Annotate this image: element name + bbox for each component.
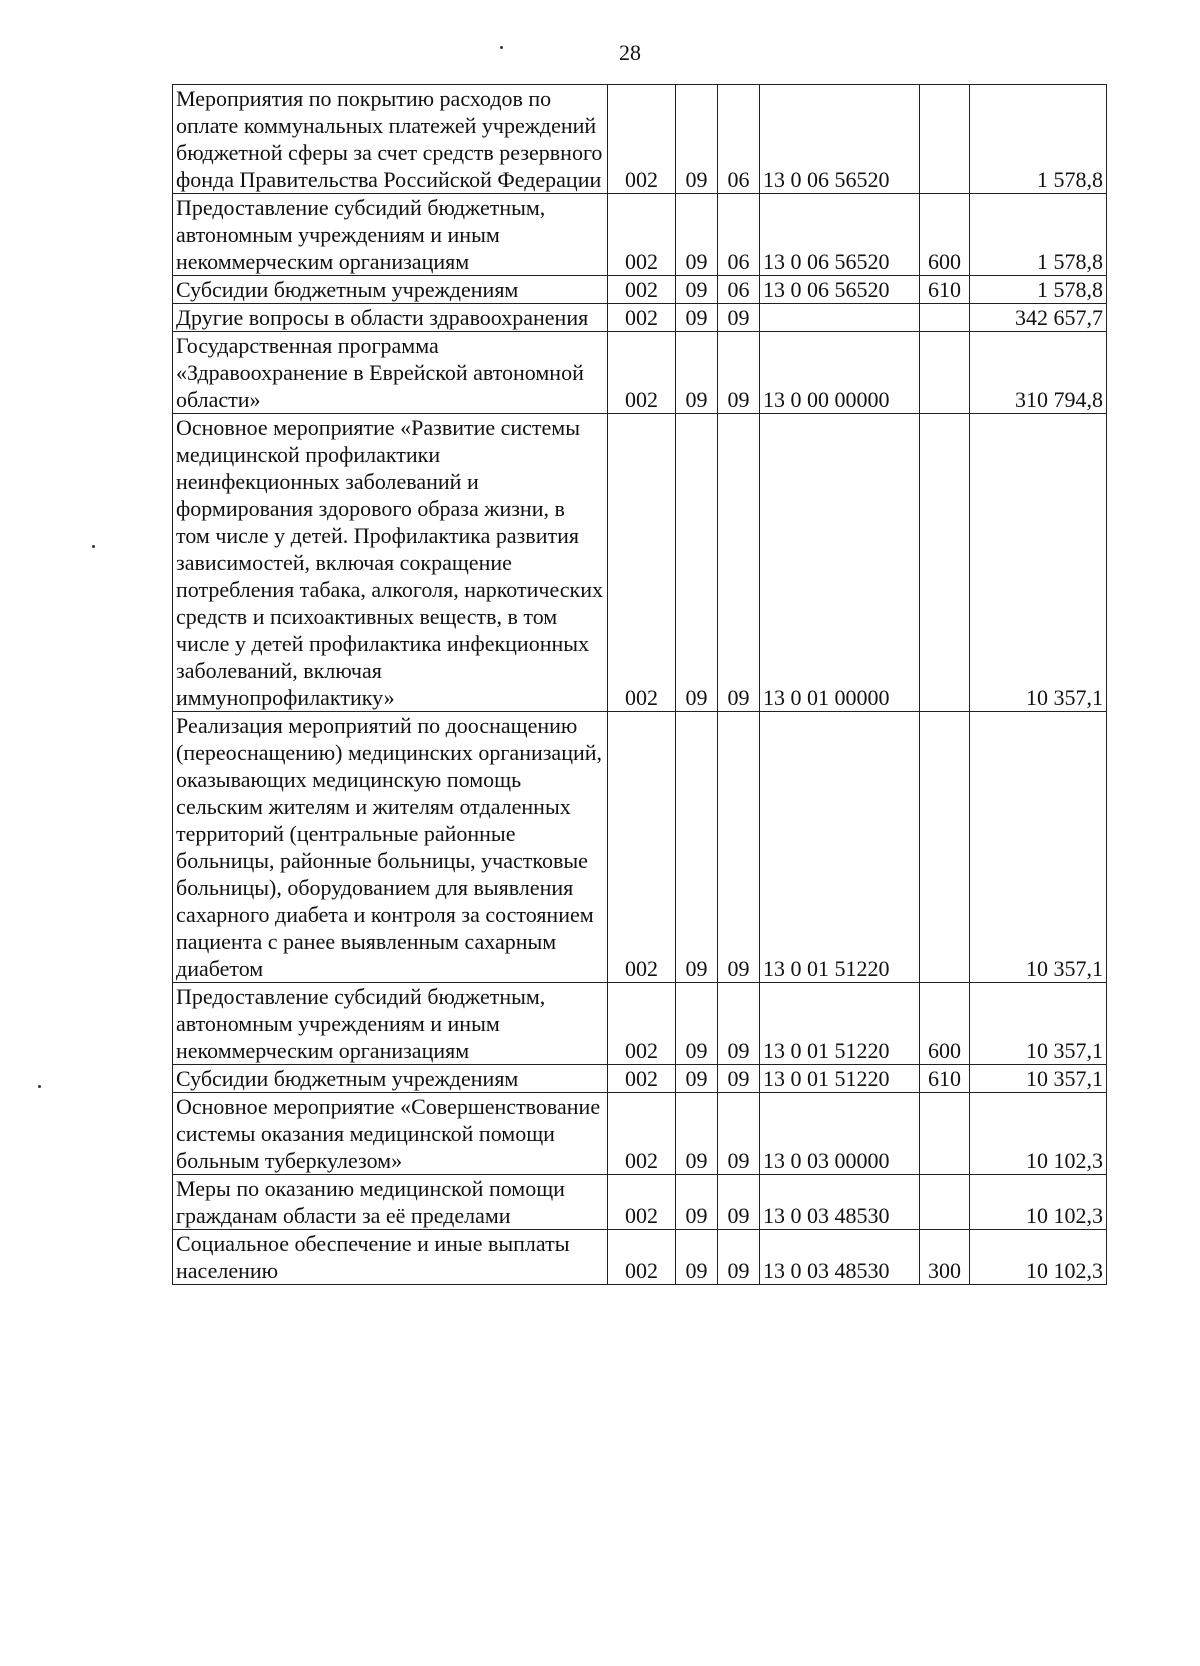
subsection-code: 09 bbox=[718, 304, 760, 332]
section-code: 09 bbox=[676, 332, 718, 414]
target-article-code: 13 0 03 00000 bbox=[760, 1093, 920, 1175]
expense-type-code: 300 bbox=[920, 1230, 970, 1285]
expense-type-code bbox=[920, 1093, 970, 1175]
ministry-code: 002 bbox=[608, 1175, 676, 1230]
table-row bbox=[173, 276, 1107, 304]
target-article-code: 13 0 01 00000 bbox=[760, 414, 920, 712]
section-code: 09 bbox=[676, 414, 718, 712]
subsection-code: 09 bbox=[718, 332, 760, 414]
amount: 1 578,8 bbox=[970, 276, 1107, 304]
expense-type-code bbox=[920, 332, 970, 414]
budget-table bbox=[172, 84, 1107, 1285]
expense-type-code: 610 bbox=[920, 276, 970, 304]
scan-speck bbox=[500, 46, 503, 49]
subsection-code: 06 bbox=[718, 194, 760, 276]
section-code: 09 bbox=[676, 276, 718, 304]
ministry-code: 002 bbox=[608, 304, 676, 332]
amount: 10 357,1 bbox=[970, 1065, 1107, 1093]
row-name: Государственная программа «Здравоохранение в Еврейской автономной области» bbox=[173, 332, 608, 414]
row-name: Другие вопросы в области здравоохранения bbox=[173, 304, 608, 332]
amount: 10 102,3 bbox=[970, 1230, 1107, 1285]
target-article-code bbox=[760, 304, 920, 332]
subsection-code: 06 bbox=[718, 85, 760, 194]
expense-type-code: 600 bbox=[920, 983, 970, 1065]
table-row bbox=[173, 712, 1107, 983]
expense-type-code bbox=[920, 304, 970, 332]
expense-type-code: 610 bbox=[920, 1065, 970, 1093]
ministry-code: 002 bbox=[608, 983, 676, 1065]
target-article-code: 13 0 06 56520 bbox=[760, 194, 920, 276]
table-row bbox=[173, 194, 1107, 276]
section-code: 09 bbox=[676, 712, 718, 983]
target-article-code: 13 0 00 00000 bbox=[760, 332, 920, 414]
expense-type-code bbox=[920, 85, 970, 194]
row-name: Основное мероприятие «Развитие системы медицинской профилактики неинфекционных заболеваний и формирования здорового образа жизни, в том числе у детей. Профилактика развития зависимостей, включая сокращение потребления табака, алкоголя, наркотических средств и психоактивных веществ, в том числе у детей профилактика инфекционных заболеваний, включая иммунопрофилактику» bbox=[173, 414, 608, 712]
amount: 10 102,3 bbox=[970, 1175, 1107, 1230]
amount: 310 794,8 bbox=[970, 332, 1107, 414]
section-code: 09 bbox=[676, 304, 718, 332]
target-article-code: 13 0 01 51220 bbox=[760, 1065, 920, 1093]
row-name: Основное мероприятие «Совершенствование системы оказания медицинской помощи больным туберкулезом» bbox=[173, 1093, 608, 1175]
ministry-code: 002 bbox=[608, 414, 676, 712]
amount: 10 357,1 bbox=[970, 983, 1107, 1065]
ministry-code: 002 bbox=[608, 194, 676, 276]
table-row bbox=[173, 332, 1107, 414]
table-row bbox=[173, 1065, 1107, 1093]
amount: 10 357,1 bbox=[970, 414, 1107, 712]
ministry-code: 002 bbox=[608, 276, 676, 304]
amount: 1 578,8 bbox=[970, 85, 1107, 194]
row-name: Предоставление субсидий бюджетным, автономным учреждениям и иным некоммерческим организациям bbox=[173, 983, 608, 1065]
expense-type-code: 600 bbox=[920, 194, 970, 276]
section-code: 09 bbox=[676, 1065, 718, 1093]
subsection-code: 09 bbox=[718, 1175, 760, 1230]
target-article-code: 13 0 03 48530 bbox=[760, 1230, 920, 1285]
row-name: Меры по оказанию медицинской помощи гражданам области за её пределами bbox=[173, 1175, 608, 1230]
amount: 1 578,8 bbox=[970, 194, 1107, 276]
scan-speck bbox=[38, 1085, 41, 1088]
target-article-code: 13 0 06 56520 bbox=[760, 85, 920, 194]
table-row bbox=[173, 414, 1107, 712]
target-article-code: 13 0 01 51220 bbox=[760, 983, 920, 1065]
amount: 10 357,1 bbox=[970, 712, 1107, 983]
budget-table-body bbox=[173, 85, 1107, 1285]
row-name: Субсидии бюджетным учреждениям bbox=[173, 276, 608, 304]
subsection-code: 09 bbox=[718, 1065, 760, 1093]
subsection-code: 09 bbox=[718, 712, 760, 983]
row-name: Мероприятия по покрытию расходов по оплате коммунальных платежей учреждений бюджетной сферы за счет средств резервного фонда Правительства Российской Федерации bbox=[173, 85, 608, 194]
section-code: 09 bbox=[676, 1093, 718, 1175]
subsection-code: 09 bbox=[718, 414, 760, 712]
subsection-code: 09 bbox=[718, 1093, 760, 1175]
table-row bbox=[173, 983, 1107, 1065]
ministry-code: 002 bbox=[608, 712, 676, 983]
page-number: 28 bbox=[619, 40, 641, 65]
table-row bbox=[173, 1175, 1107, 1230]
target-article-code: 13 0 01 51220 bbox=[760, 712, 920, 983]
ministry-code: 002 bbox=[608, 332, 676, 414]
amount: 342 657,7 bbox=[970, 304, 1107, 332]
section-code: 09 bbox=[676, 1230, 718, 1285]
section-code: 09 bbox=[676, 1175, 718, 1230]
ministry-code: 002 bbox=[608, 1230, 676, 1285]
target-article-code: 13 0 03 48530 bbox=[760, 1175, 920, 1230]
table-row bbox=[173, 1230, 1107, 1285]
subsection-code: 09 bbox=[718, 1230, 760, 1285]
row-name: Социальное обеспечение и иные выплаты населению bbox=[173, 1230, 608, 1285]
ministry-code: 002 bbox=[608, 1093, 676, 1175]
subsection-code: 09 bbox=[718, 983, 760, 1065]
ministry-code: 002 bbox=[608, 1065, 676, 1093]
row-name: Субсидии бюджетным учреждениям bbox=[173, 1065, 608, 1093]
target-article-code: 13 0 06 56520 bbox=[760, 276, 920, 304]
subsection-code: 06 bbox=[718, 276, 760, 304]
table-row bbox=[173, 1093, 1107, 1175]
section-code: 09 bbox=[676, 194, 718, 276]
expense-type-code bbox=[920, 712, 970, 983]
table-row bbox=[173, 85, 1107, 194]
section-code: 09 bbox=[676, 983, 718, 1065]
section-code: 09 bbox=[676, 85, 718, 194]
expense-type-code bbox=[920, 414, 970, 712]
ministry-code: 002 bbox=[608, 85, 676, 194]
row-name: Реализация мероприятий по дооснащению (переоснащению) медицинских организаций, оказывающих медицинскую помощь сельским жителям и жителям отдаленных территорий (центральные районные больницы, районные больницы, участковые больницы), оборудованием для выявления сахарного диабета и контроля за состоянием пациента с ранее выявленным сахарным диабетом bbox=[173, 712, 608, 983]
expense-type-code bbox=[920, 1175, 970, 1230]
row-name: Предоставление субсидий бюджетным, автономным учреждениям и иным некоммерческим организациям bbox=[173, 194, 608, 276]
amount: 10 102,3 bbox=[970, 1093, 1107, 1175]
scan-speck bbox=[92, 545, 95, 548]
table-row bbox=[173, 304, 1107, 332]
